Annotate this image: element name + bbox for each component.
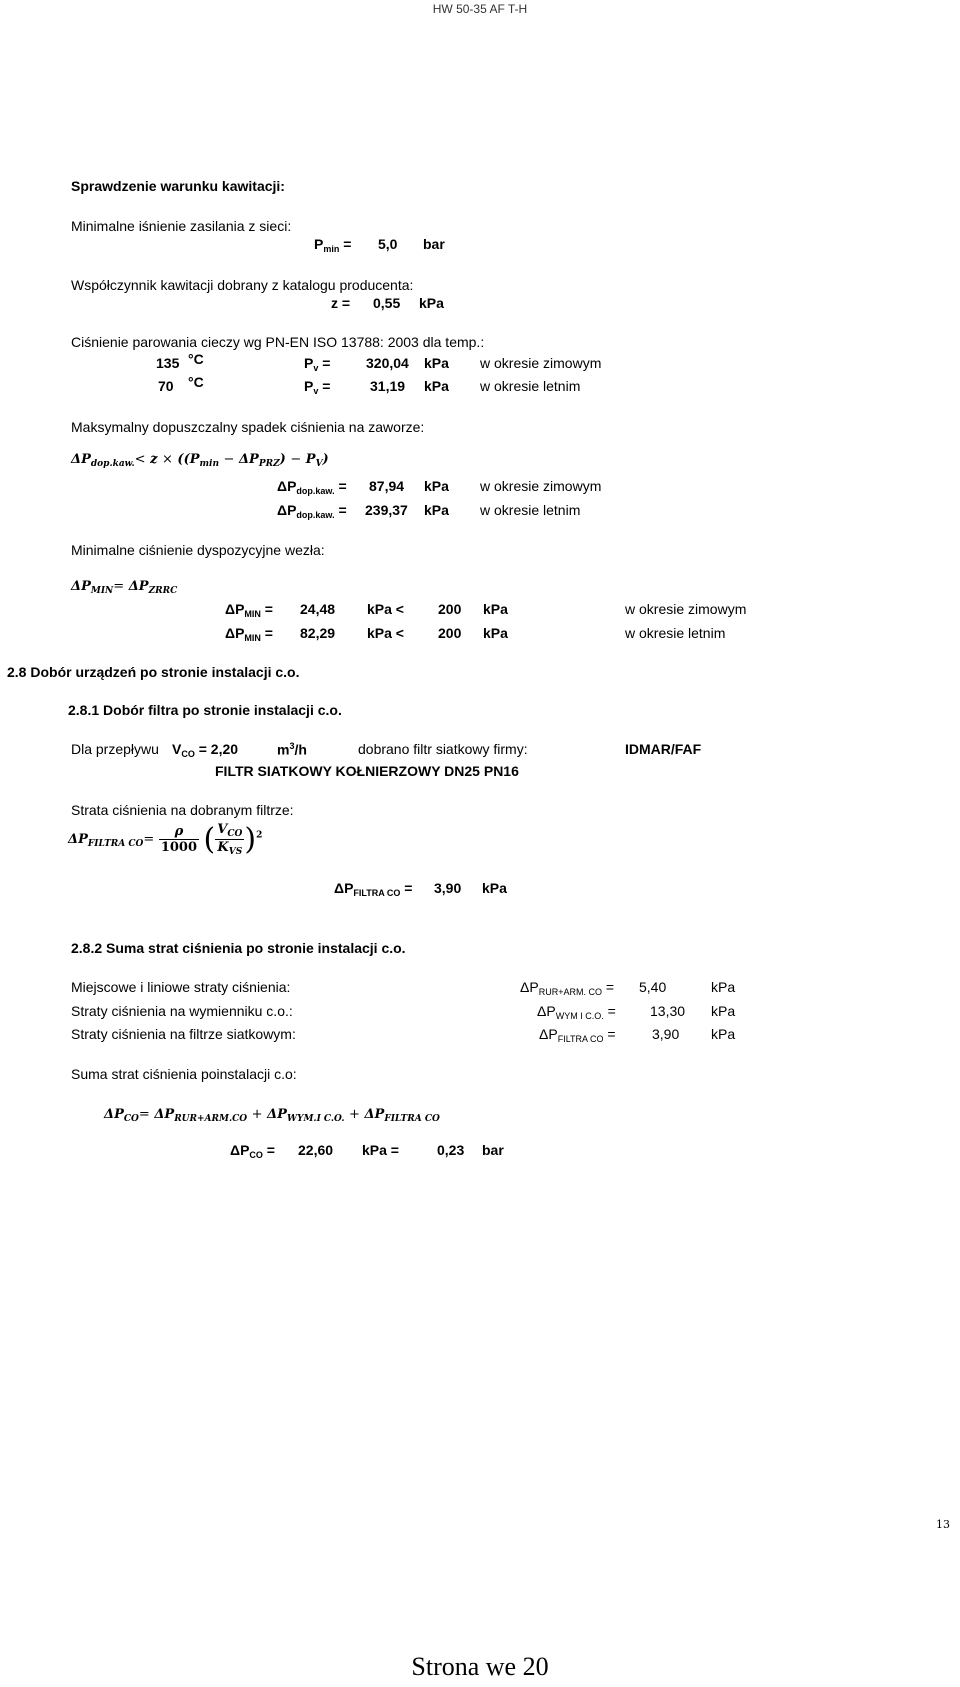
page-footer: Strona we 20 [411, 1652, 549, 1681]
filter-loss-formula: $\Delta P_{FILTRA CO}=$ $\frac{\rho}{1000}$ ( $\frac{V_{CO}}{K_{VS}}$ )$^2$ [68, 822, 263, 857]
loss-row-value: 5,40 [639, 979, 667, 995]
loss-row-value: 13,30 [650, 1003, 686, 1019]
pmin-unit: bar [423, 236, 445, 252]
min-available-label: Minimalne ciśnienie dyspozycyjne wezła: [71, 542, 325, 558]
loss-row-unit: kPa [711, 1003, 736, 1019]
pv-value: 320,04 [366, 355, 409, 371]
pv-symbol: $P_v$ = [304, 378, 331, 396]
loss-row-unit: kPa [711, 1026, 736, 1042]
filter-selected-text: dobrano filtr siatkowy firmy: [358, 741, 528, 757]
loss-row-label: Miejscowe i liniowe straty ciśnienia: [71, 979, 291, 995]
total-symbol: $\Delta P_{CO}$ = [230, 1142, 275, 1160]
cavitation-coef-label: Współczynnik kawitacji dobrany z katalogu producenta: [71, 277, 414, 293]
cavitation-formula: $\Delta P_{dop.kaw.}< z \times ((P_{min} - \Delta P_{PRZ}) - P_V)$ [71, 452, 329, 469]
loss-row-label: Straty ciśnienia na filtrze siatkowym: [71, 1026, 296, 1042]
total-kpa-value: 22,60 [298, 1142, 334, 1158]
filter-loss-label: Strata ciśnienia na dobranym filtrze: [71, 802, 294, 818]
dp-dop-unit: kPa [424, 478, 449, 494]
z-unit: kPa [419, 295, 444, 311]
pv-symbol: $P_v$ = [304, 355, 331, 373]
pv-unit: kPa [424, 378, 449, 394]
sum-label: Suma strat ciśnienia poinstalacji c.o: [71, 1066, 297, 1082]
dp-dop-symbol: $\Delta P_{dop.kaw.}$ = [277, 478, 347, 496]
filter-manufacturer: IDMAR/FAF [625, 741, 702, 757]
kpa-lt: kPa < [367, 625, 404, 641]
loss-row-label: Straty ciśnienia na wymienniku c.o.: [71, 1003, 293, 1019]
loss-row-symbol: $\Delta P_{RUR+ARM. CO}$ = [520, 979, 615, 997]
season-label: w okresie letnim [480, 378, 581, 394]
filter-loss-symbol: $\Delta P_{FILTRA CO}$ = [334, 880, 413, 898]
total-bar-unit: bar [482, 1142, 504, 1158]
z-value: 0,55 [373, 295, 401, 311]
temp-value: 135 [156, 355, 180, 371]
section-2-8-1-title: 2.8.1 Dobór filtra po stronie instalacji c.o. [68, 702, 342, 718]
season-label: w okresie zimowym [480, 355, 602, 371]
dp-dop-value: 87,94 [369, 478, 405, 494]
section-2-8-2-title: 2.8.2 Suma strat ciśnienia po stronie instalacji c.o. [71, 940, 406, 956]
dp-dop-value: 239,37 [365, 502, 408, 518]
total-kpa-unit: kPa = [362, 1142, 399, 1158]
dpmin-symbol: $\Delta P_{MIN}$ = [225, 601, 273, 619]
dpmin-limit: 200 [438, 625, 462, 641]
filter-loss-value: 3,90 [434, 880, 462, 896]
deg-unit: °C [188, 374, 204, 390]
temp-value: 70 [158, 378, 174, 394]
page-number: 13 [936, 1518, 950, 1531]
loss-row-value: 3,90 [652, 1026, 680, 1042]
cavitation-title: Sprawdzenie warunku kawitacji: [71, 178, 285, 194]
season-label: w okresie zimowym [625, 601, 747, 617]
loss-row-symbol: $\Delta P_{FILTRA CO}$ = [539, 1026, 616, 1044]
dpmin-limit-unit: kPa [483, 601, 508, 617]
filter-name: FILTR SIATKOWY KOŁNIERZOWY DN25 PN16 [215, 763, 519, 779]
total-bar-value: 0,23 [437, 1142, 465, 1158]
dpmin-limit: 200 [438, 601, 462, 617]
dpmin-limit-unit: kPa [483, 625, 508, 641]
deg-unit: °C [188, 351, 204, 367]
dpmin-symbol: $\Delta P_{MIN}$ = [225, 625, 273, 643]
season-label: w okresie letnim [480, 502, 581, 518]
season-label: w okresie letnim [625, 625, 726, 641]
dp-dop-unit: kPa [424, 502, 449, 518]
dp-dop-symbol: $\Delta P_{dop.kaw.}$ = [277, 502, 347, 520]
dpmin-value: 24,48 [300, 601, 336, 617]
loss-row-unit: kPa [711, 979, 736, 995]
vco-unit: $m^3/h$ [277, 741, 307, 758]
min-supply-label: Minimalne iśnienie zasilania z sieci: [71, 218, 292, 234]
vapor-pressure-label: Ciśnienie parowania cieczy wg PN-EN ISO 13788: 2003 dla temp.: [71, 334, 485, 350]
pv-value: 31,19 [370, 378, 406, 394]
dpmin-value: 82,29 [300, 625, 336, 641]
loss-row-symbol: $\Delta P_{WYM I C.O.}$ = [537, 1003, 616, 1021]
z-label: z = [331, 295, 351, 311]
kpa-lt: kPa < [367, 601, 404, 617]
pmin-symbol: $P_{min}$ = [314, 236, 352, 254]
document-code: HW 50-35 AF T-H [432, 2, 528, 16]
sum-formula: $\Delta P_{CO}= \Delta P_{RUR+ARM.CO} + \Delta P_{WYM.I C.O.} + \Delta P_{FILTRA CO}$ [104, 1107, 440, 1124]
dpmin-formula: $\Delta P_{MIN}= \Delta P_{ZRRC}$ [71, 579, 178, 596]
pmin-value: 5,0 [378, 236, 398, 252]
pv-unit: kPa [424, 355, 449, 371]
flow-prefix: Dla przepływu [71, 741, 159, 757]
filter-loss-unit: kPa [482, 880, 507, 896]
vco-value: $V_{CO} = 2,20$ [172, 741, 239, 759]
season-label: w okresie zimowym [480, 478, 602, 494]
max-drop-label: Maksymalny dopuszczalny spadek ciśnienia na zaworze: [71, 419, 425, 435]
section-2-8-title: 2.8 Dobór urządzeń po stronie instalacji c.o. [7, 664, 300, 680]
